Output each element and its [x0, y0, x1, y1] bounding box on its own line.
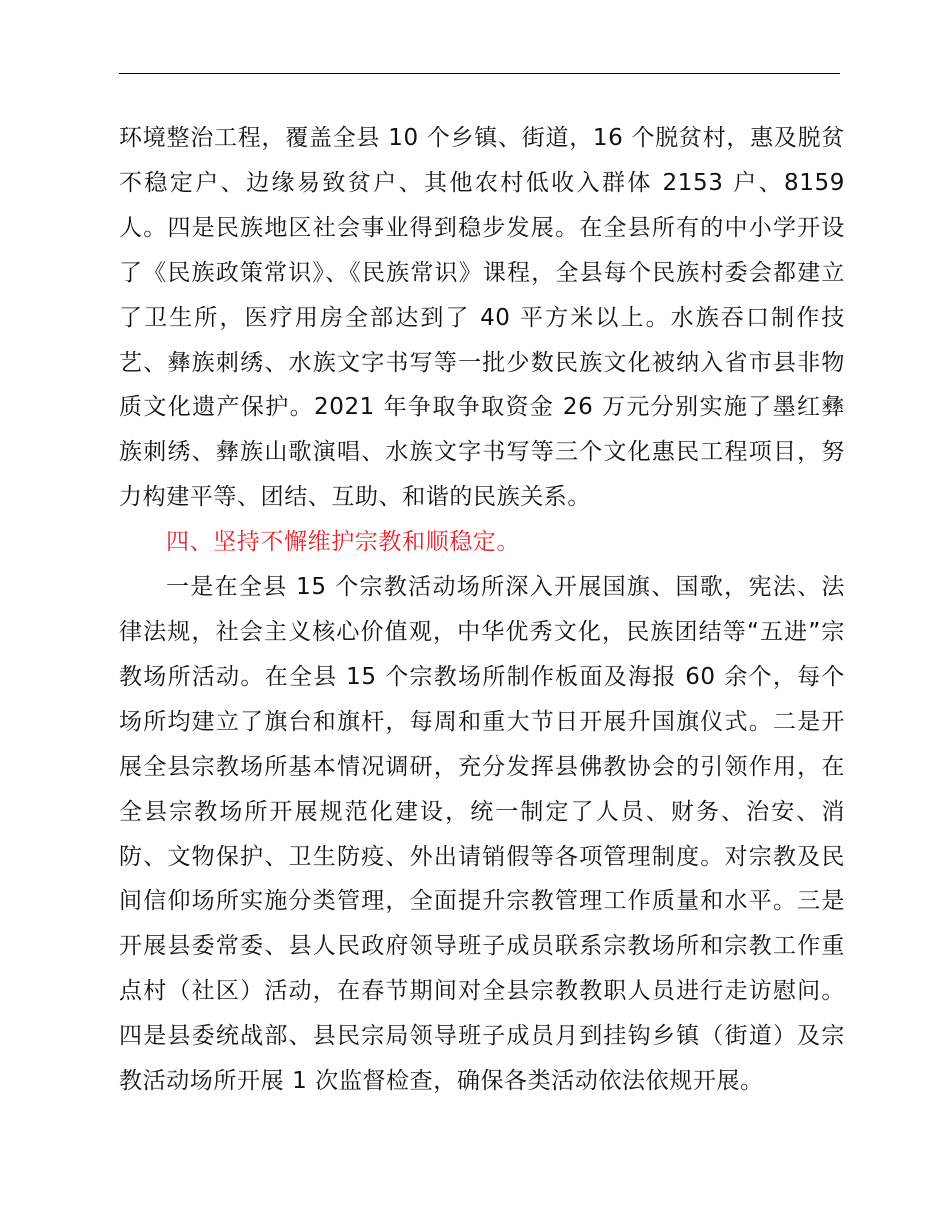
section-heading-religion: 四、坚持不懈维护宗教和顺稳定。: [166, 529, 520, 556]
document-body: [119, 116, 845, 1104]
paragraph-ethnic-affairs: 环境整治工程，覆盖全县 10 个乡镇、街道，16 个脱贫村，惠及脱贫不稳定户、边缘易致贫户、其他农村低收入群体 2153 户、8159 人。四是民族地区社会事业得到稳步发展。在全县所有的中小学开设了《民族政策常识》、《民族常识》课程，全县每个民族村委会都建立了卫生所，医疗用房全部达到了 40 平方米以上。水族吞口制作技艺、彝族刺绣、水族文字书写等一批少数民族文化被纳入省市县非物质文化遗产保护。2021 年争取争取资金 26 万元分别实施了墨红彝族刺绣、彝族山歌演唱、水族文字书写等三个文化惠民工程项目，努力构建平等、团结、互助、和谐的民族关系。: [119, 125, 845, 511]
header-rule: [119, 73, 840, 74]
paragraph-religion-work: 一是在全县 15 个宗教活动场所深入开展国旗、国歌，宪法、法律法规，社会主义核心价值观，中华优秀文化，民族团结等“五进”宗教场所活动。在全县 15 个宗教场所制作板面及海报 60 余个，每个场所均建立了旗台和旗杆，每周和重大节日开展升国旗仪式。二是开展全县宗教场所基本情况调研，充分发挥县佛教协会的引领作用，在全县宗教场所开展规范化建设，统一制定了人员、财务、治安、消防、文物保护、卫生防疫、外出请销假等各项管理制度。对宗教及民间信仰场所实施分类管理，全面提升宗教管理工作质量和水平。三是开展县委常委、县人民政府领导班子成员联系宗教场所和宗教工作重点村（社区）活动，在春节期间对全县宗教教职人员进行走访慰问。四是县委统战部、县民宗局领导班子成员月到挂钩乡镇（街道）及宗教活动场所开展 1 次监督检查，确保各类活动依法依规开展。: [119, 574, 845, 1095]
